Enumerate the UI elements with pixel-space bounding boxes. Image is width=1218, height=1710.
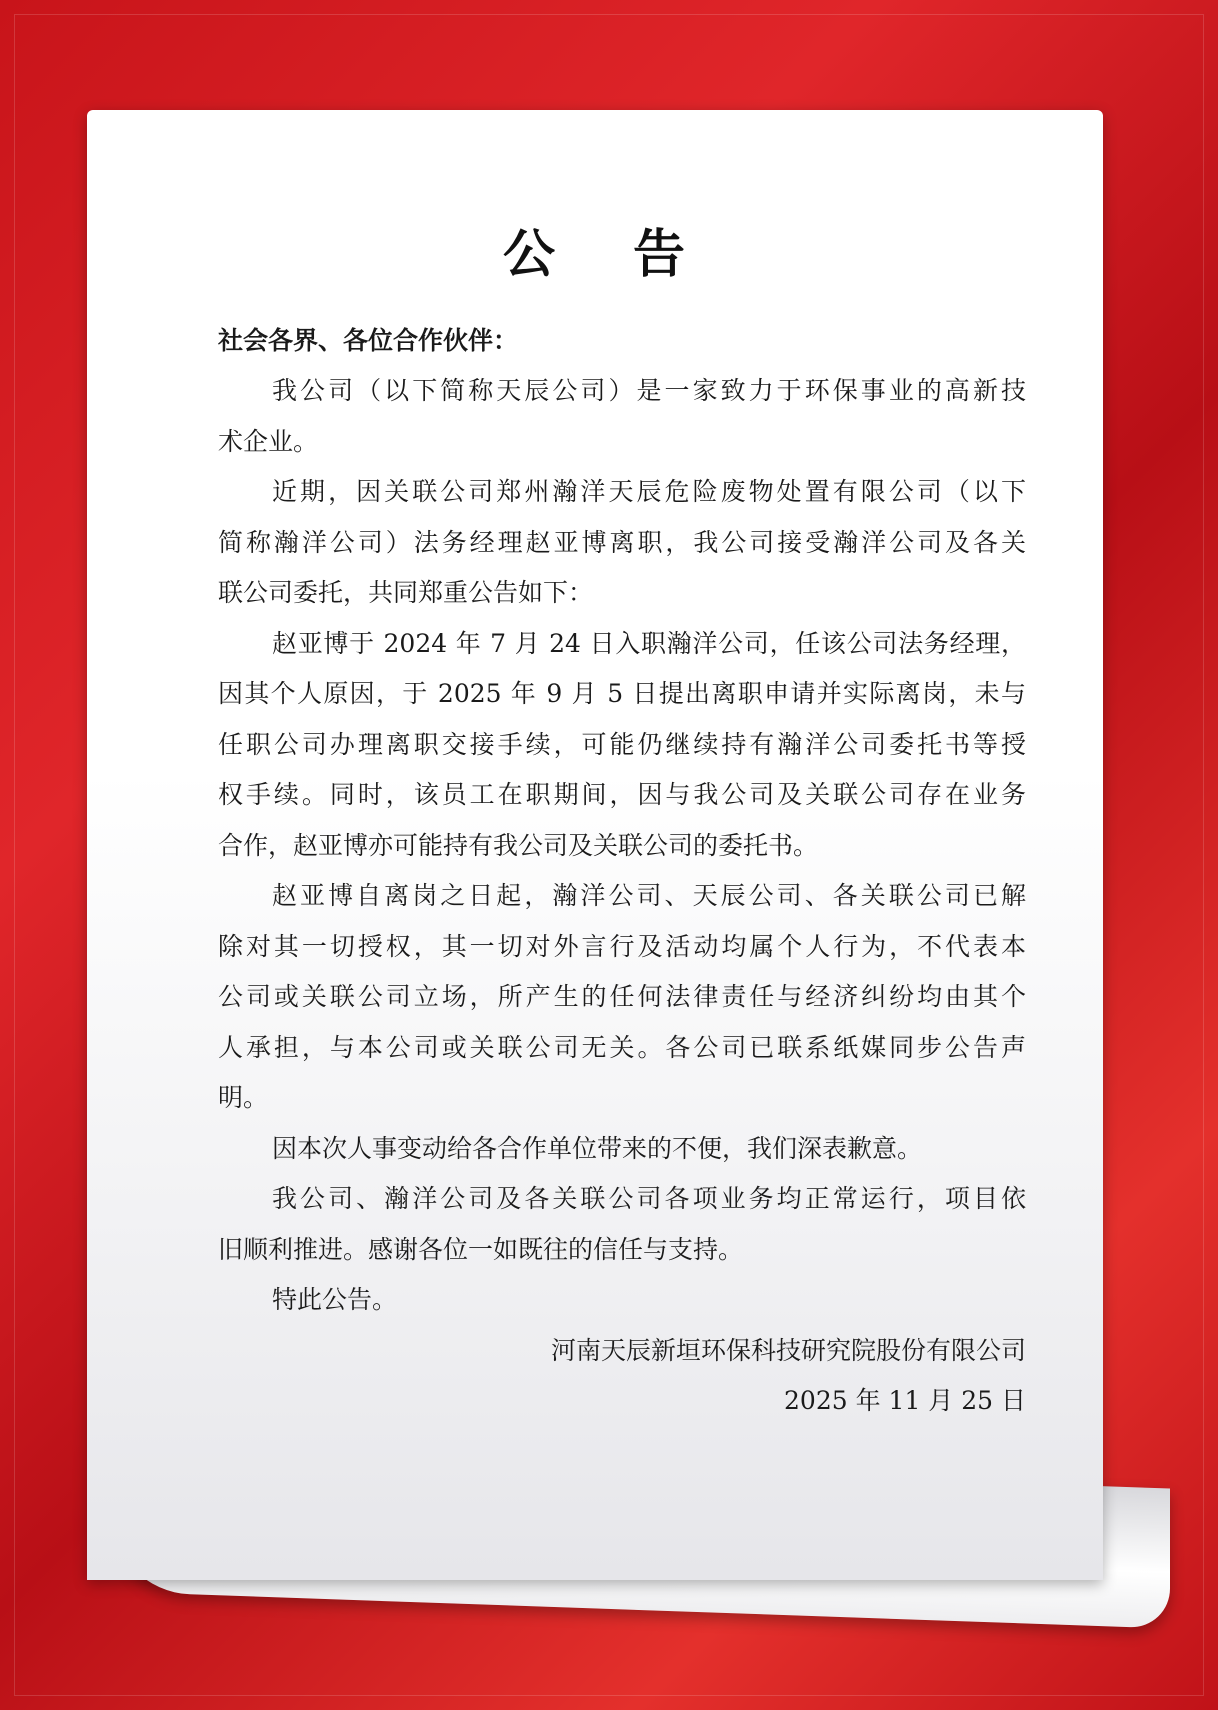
body-line: 联公司委托，共同郑重公告如下： — [218, 578, 594, 607]
body-line: 术企业。 — [218, 426, 319, 456]
body-lines — [218, 366, 1026, 1326]
announcement-body — [218, 316, 1026, 1426]
body-line: 人承担，与本公司或关联公司无关。各公司已联系纸媒同步公告声 — [218, 1032, 1026, 1062]
body-line: 因其个人原因，于 2025 年 9 月 5 日提出离职申请并实际离岗，未与 — [218, 679, 1026, 708]
signature-company: 河南天辰新垣环保科技研究院股份有限公司 — [550, 1335, 1026, 1365]
body-line: 明。 — [218, 1083, 269, 1112]
body-line: 近期，因关联公司郑州瀚洋天辰危险废物处置有限公司（以下 — [272, 477, 1026, 506]
body-line: 旧顺利推进。感谢各位一如既往的信任与支持。 — [218, 1234, 744, 1264]
body-line: 我公司（以下简称天辰公司）是一家致力于环保事业的高新技 — [272, 376, 1026, 405]
body-line: 除对其一切授权，其一切对外言行及活动均属个人行为，不代表本 — [218, 931, 1026, 961]
body-line: 任职公司办理离职交接手续，可能仍继续持有瀚洋公司委托书等授 — [218, 729, 1026, 759]
body-line: 权手续。同时，该员工在职期间，因与我公司及关联公司存在业务 — [218, 780, 1026, 809]
body-line: 简称瀚洋公司）法务经理赵亚博离职，我公司接受瀚洋公司及各关 — [218, 527, 1026, 557]
body-line: 因本次人事变动给各合作单位带来的不便，我们深表歉意。 — [272, 1133, 923, 1163]
body-line: 合作，赵亚博亦可能持有我公司及关联公司的委托书。 — [218, 830, 819, 860]
body-line: 赵亚博于 2024 年 7 月 24 日入职瀚洋公司，任该公司法务经理， — [272, 628, 1026, 658]
body-line: 特此公告。 — [272, 1285, 398, 1314]
announcement-title: 公 告 — [502, 225, 716, 285]
body-line: 赵亚博自离岗之日起，瀚洋公司、天辰公司、各关联公司已解 — [272, 881, 1026, 910]
body-line: 公司或关联公司立场，所产生的任何法律责任与经济纠纷均由其个 — [218, 982, 1026, 1011]
body-line: 我公司、瀚洋公司及各关联公司各项业务均正常运行，项目依 — [272, 1184, 1026, 1213]
salutation: 社会各界、各位合作伙伴： — [218, 326, 519, 355]
signature-date: 2025 年 11 月 25 日 — [784, 1385, 1026, 1415]
